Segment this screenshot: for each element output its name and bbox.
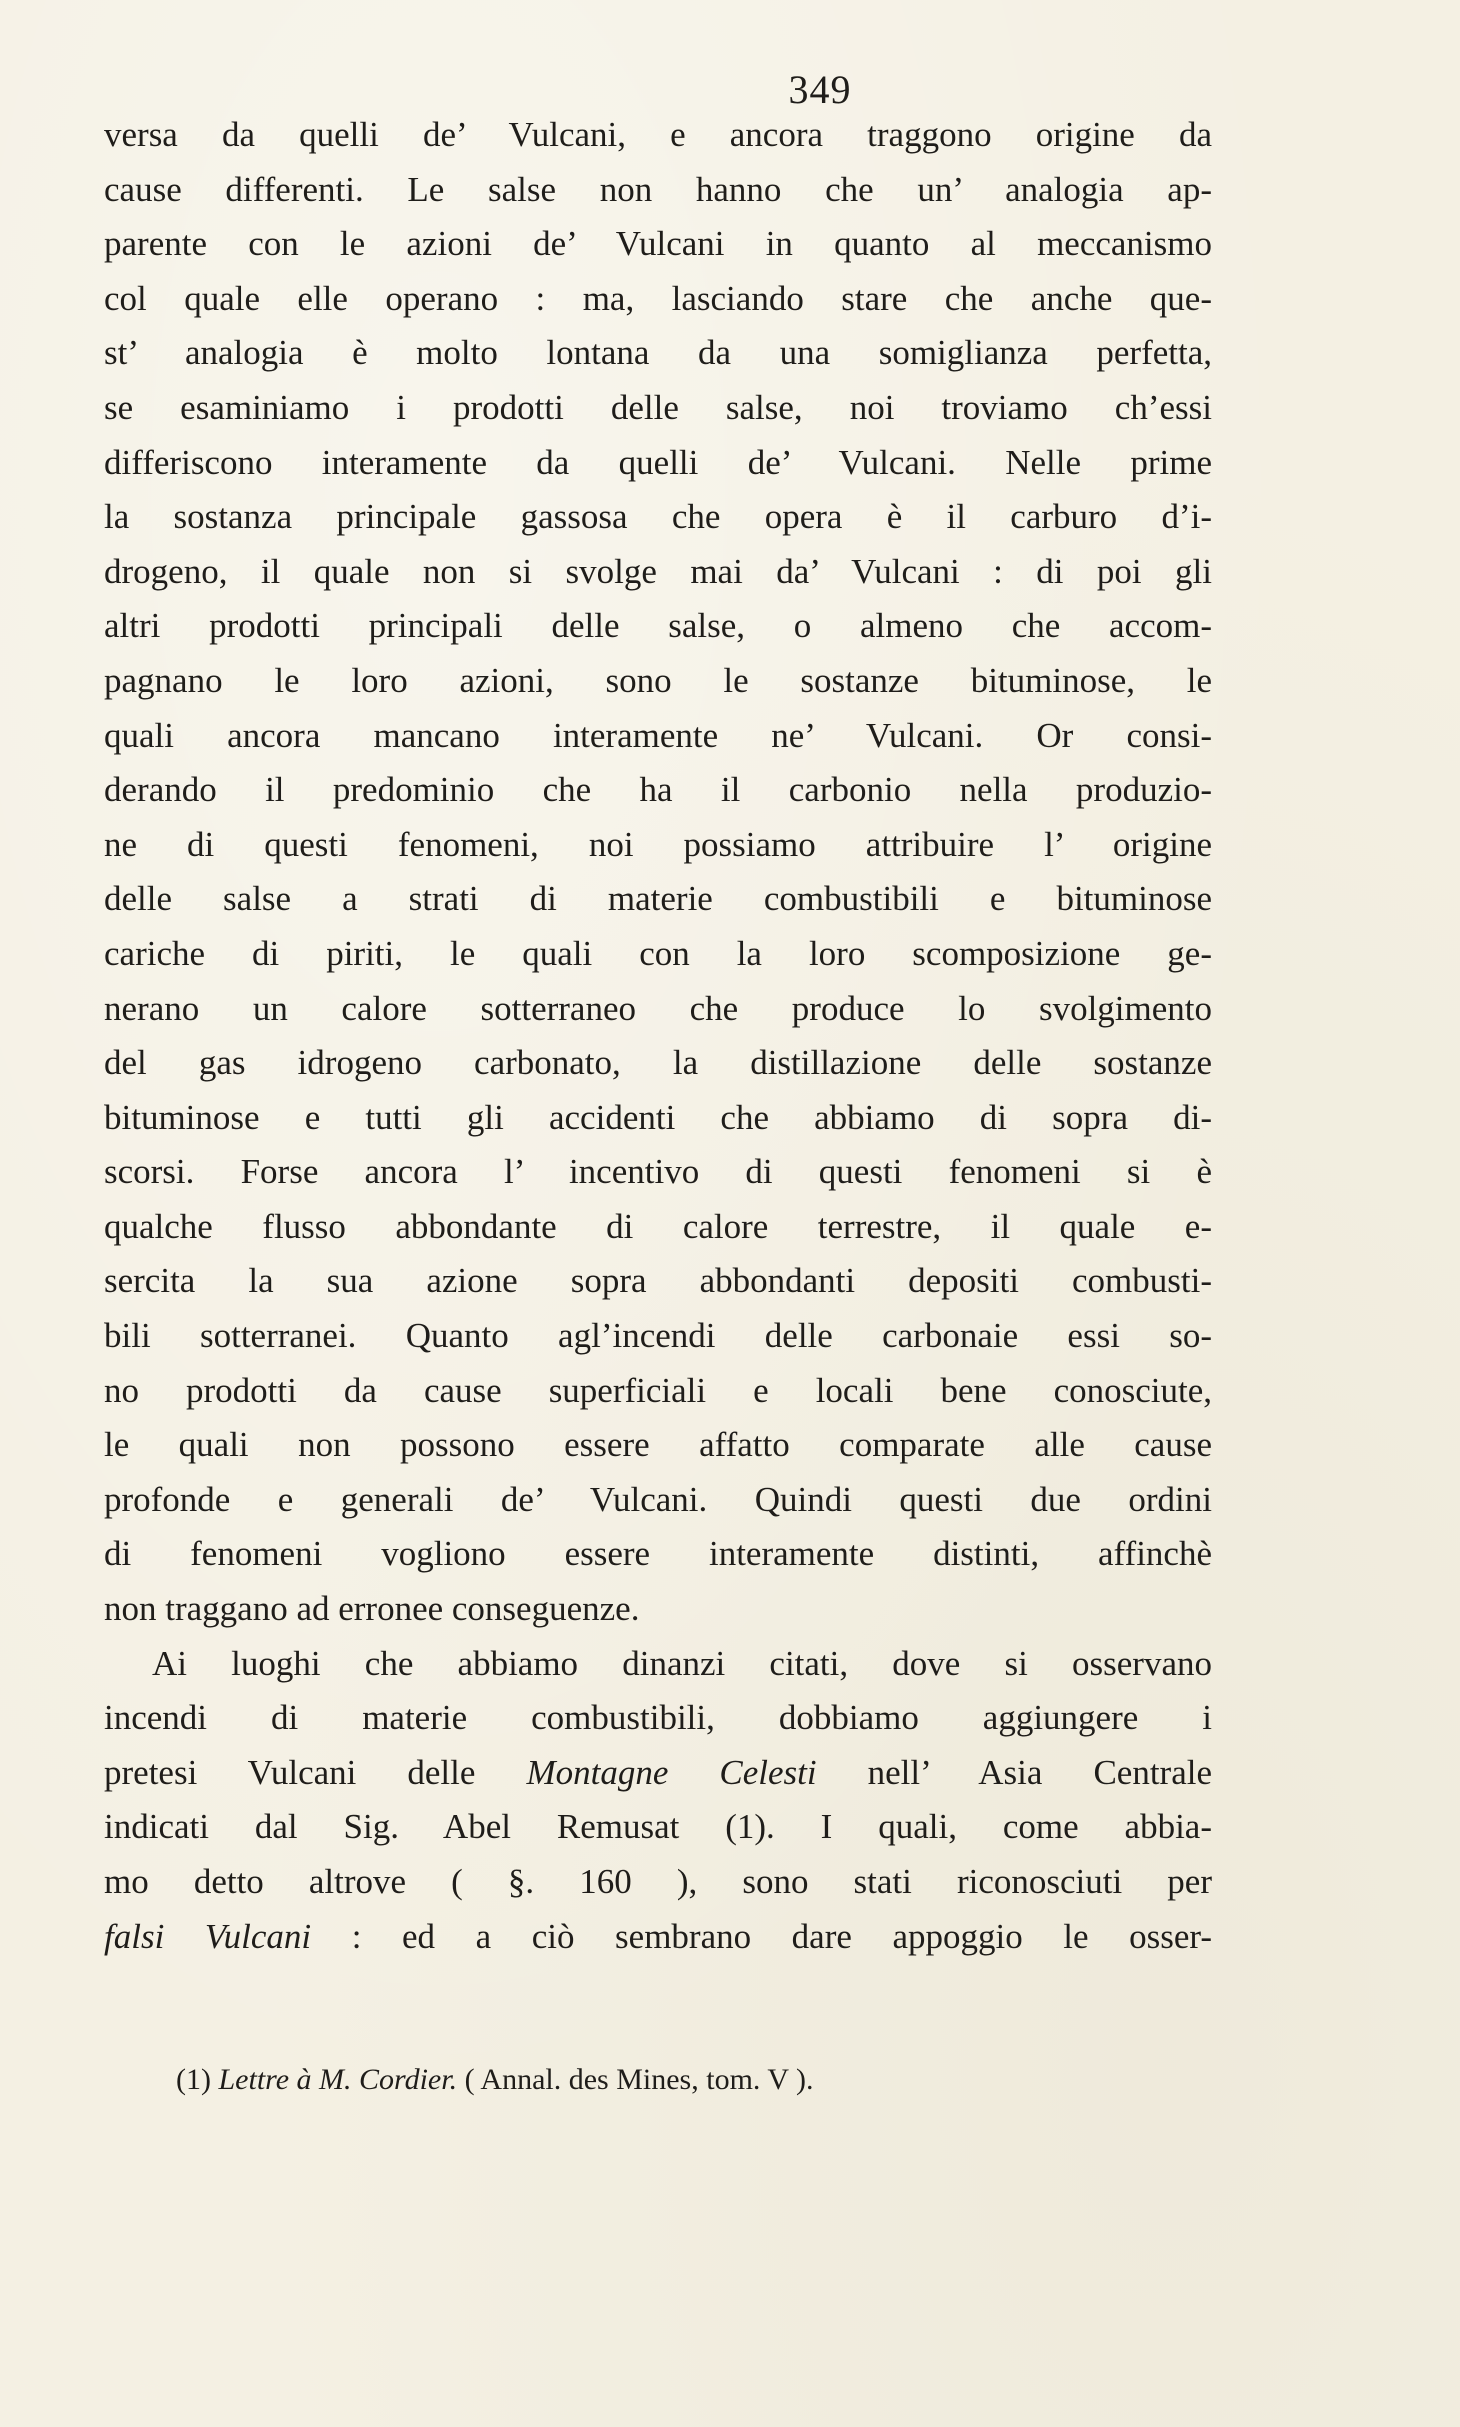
text-line-segment: del gas idrogeno carbonato, la distillazione delle sostanze bbox=[104, 1043, 1212, 1083]
text-line bbox=[104, 217, 1212, 272]
text-line bbox=[104, 1200, 1212, 1255]
body-text bbox=[104, 108, 1212, 1964]
text-line-segment: nell’ Asia Centrale bbox=[816, 1752, 1212, 1792]
text-line-segment: no prodotti da cause superficiali e locali bene conosciute, bbox=[104, 1370, 1212, 1410]
text-line-segment: ne di questi fenomeni, noi possiamo attribuire l’ origine bbox=[104, 824, 1212, 864]
text-line-segment: sercita la sua azione sopra abbondanti depositi combusti- bbox=[104, 1261, 1212, 1301]
text-line bbox=[104, 1145, 1212, 1200]
text-line-segment: indicati dal Sig. Abel Remusat (1). I quali, come abbia- bbox=[104, 1807, 1212, 1847]
text-line bbox=[104, 763, 1212, 818]
text-line-segment: quali ancora mancano interamente ne’ Vulcani. Or consi- bbox=[104, 715, 1212, 755]
text-line-segment: drogeno, il quale non si svolge mai da’ Vulcani : di poi gli bbox=[104, 551, 1212, 591]
footnote-title: Lettre à M. Cordier. bbox=[218, 2063, 458, 2096]
text-line bbox=[104, 1800, 1212, 1855]
text-line-segment: altri prodotti principali delle salse, o almeno che accom- bbox=[104, 606, 1212, 646]
text-line bbox=[104, 545, 1212, 600]
text-line bbox=[104, 1746, 1212, 1801]
text-line-italic: falsi Vulcani bbox=[104, 1916, 312, 1956]
text-line bbox=[104, 1309, 1212, 1364]
text-line-segment: incendi di materie combustibili, dobbiamo aggiungere i bbox=[104, 1698, 1212, 1738]
footnote bbox=[176, 2060, 813, 2100]
text-line-italic: Montagne Celesti bbox=[526, 1752, 817, 1792]
text-line-segment: cause differenti. Le salse non hanno che un’ analogia ap- bbox=[104, 169, 1212, 209]
text-line bbox=[104, 1036, 1212, 1091]
text-line-segment: bili sotterranei. Quanto agl’incendi delle carbonaie essi so- bbox=[104, 1316, 1212, 1356]
text-line-segment: bituminose e tutti gli accidenti che abbiamo di sopra di- bbox=[104, 1097, 1212, 1137]
text-line bbox=[104, 272, 1212, 327]
text-line-segment: profonde e generali de’ Vulcani. Quindi questi due ordini bbox=[104, 1479, 1212, 1519]
text-line-segment: qualche flusso abbondante di calore terrestre, il quale e- bbox=[104, 1206, 1212, 1246]
text-line bbox=[104, 1582, 1212, 1637]
text-line bbox=[104, 163, 1212, 218]
text-line bbox=[104, 490, 1212, 545]
text-line bbox=[104, 599, 1212, 654]
text-line-segment: pagnano le loro azioni, sono le sostanze bituminose, le bbox=[104, 660, 1212, 700]
text-line bbox=[104, 1637, 1212, 1692]
page-number: 349 bbox=[788, 67, 852, 112]
text-line bbox=[104, 872, 1212, 927]
text-line-segment: versa da quelli de’ Vulcani, e ancora traggono origine da bbox=[104, 115, 1212, 154]
text-line bbox=[104, 1691, 1212, 1746]
text-line bbox=[104, 709, 1212, 764]
text-line bbox=[104, 381, 1212, 436]
text-line-segment: delle salse a strati di materie combustibili e bituminose bbox=[104, 879, 1212, 919]
text-line bbox=[104, 1910, 1212, 1965]
text-line-segment: le quali non possono essere affatto comparate alle cause bbox=[104, 1425, 1212, 1465]
text-line-segment: st’ analogia è molto lontana da una somiglianza perfetta, bbox=[104, 333, 1212, 373]
text-line bbox=[104, 1418, 1212, 1473]
footnote-rest: ( Annal. des Mines, tom. V ). bbox=[464, 2063, 814, 2096]
text-line-segment: col quale elle operano : ma, lasciando stare che anche que- bbox=[104, 278, 1212, 318]
text-line bbox=[104, 1364, 1212, 1419]
text-line-segment: : ed a ciò sembrano dare appoggio le osser- bbox=[311, 1916, 1212, 1956]
text-line-segment: cariche di piriti, le quali con la loro scomposizione ge- bbox=[104, 933, 1212, 973]
text-line bbox=[104, 1473, 1212, 1528]
text-line bbox=[104, 436, 1212, 491]
text-line bbox=[104, 1527, 1212, 1582]
text-line-segment: non traggano ad erronee conseguenze. bbox=[104, 1589, 640, 1629]
text-line-segment: di fenomeni vogliono essere interamente distinti, affinchè bbox=[104, 1534, 1212, 1574]
text-line bbox=[104, 1855, 1212, 1910]
text-line-segment: se esaminiamo i prodotti delle salse, noi troviamo ch’essi bbox=[104, 387, 1212, 427]
text-line-segment: pretesi Vulcani delle bbox=[104, 1752, 527, 1792]
text-line bbox=[104, 982, 1212, 1037]
text-line bbox=[104, 927, 1212, 982]
footnote-marker: (1) bbox=[176, 2063, 211, 2096]
text-line-segment: nerano un calore sotterraneo che produce lo svolgimento bbox=[104, 988, 1212, 1028]
text-line bbox=[104, 326, 1212, 381]
text-line bbox=[104, 1091, 1212, 1146]
text-line-segment: Ai luoghi che abbiamo dinanzi citati, dove si osservano bbox=[152, 1643, 1212, 1683]
text-line-segment: scorsi. Forse ancora l’ incentivo di questi fenomeni si è bbox=[104, 1152, 1212, 1192]
text-line-segment: parente con le azioni de’ Vulcani in quanto al meccanismo bbox=[104, 224, 1212, 264]
text-line bbox=[104, 108, 1212, 163]
text-line-segment: differiscono interamente da quelli de’ Vulcani. Nelle prime bbox=[104, 442, 1212, 482]
text-line-segment: la sostanza principale gassosa che opera è il carburo d’i- bbox=[104, 497, 1212, 537]
paper-speck bbox=[174, 2312, 184, 2322]
text-line-segment: derando il predominio che ha il carbonio nella produzio- bbox=[104, 770, 1212, 810]
text-line bbox=[104, 654, 1212, 709]
text-line bbox=[104, 818, 1212, 873]
text-line-segment: mo detto altrove ( §. 160 ), sono stati riconosciuti per bbox=[104, 1862, 1212, 1901]
text-line bbox=[104, 1254, 1212, 1309]
